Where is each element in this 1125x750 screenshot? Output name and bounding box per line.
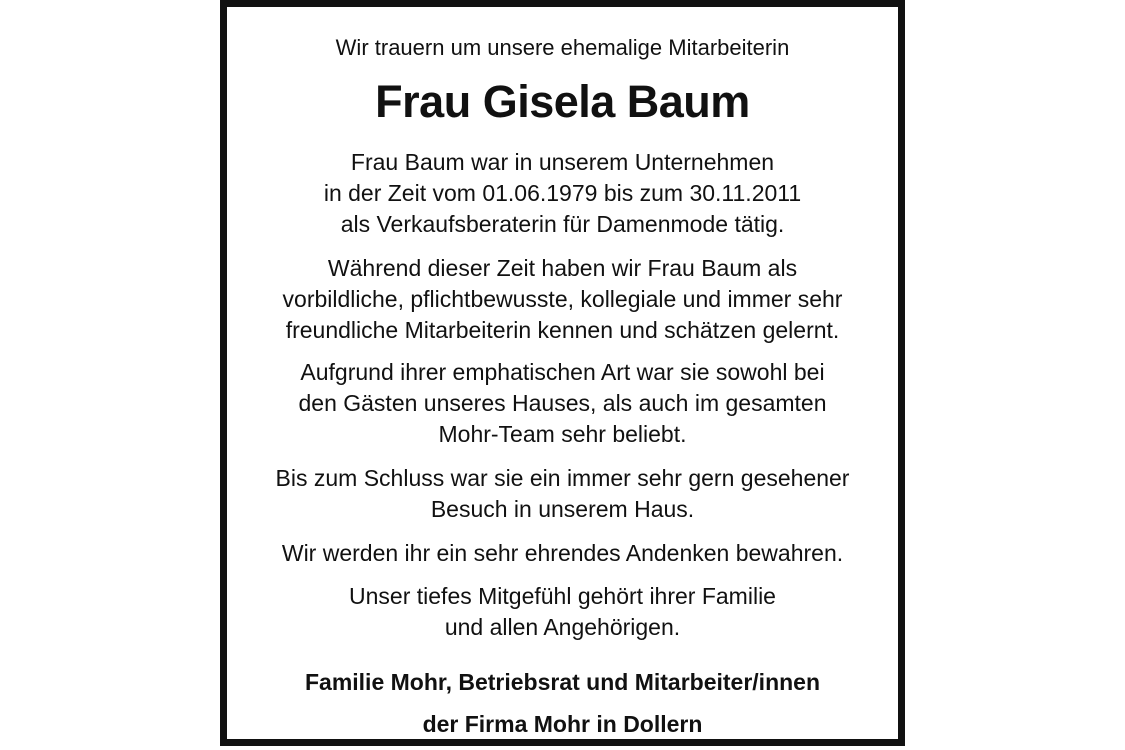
paragraph-line: Aufgrund ihrer emphatischen Art war sie sowohl bei [300, 359, 825, 385]
paragraph-line: Frau Baum war in unserem Unternehmen [350, 149, 775, 175]
paragraph-condolences [227, 581, 898, 643]
paragraph-line: und allen Angehörigen. [444, 614, 681, 640]
signature-line: Familie Mohr, Betriebsrat und Mitarbeiter/innen [304, 669, 821, 695]
paragraph-line: Unser tiefes Mitgefühl gehört ihrer Familie [349, 583, 776, 609]
paragraph-line: Wir werden ihr ein sehr ehrendes Andenken bewahren. [281, 540, 844, 566]
paragraph-line: Mohr-Team sehr beliebt. [438, 421, 687, 447]
paragraph-appreciation [227, 253, 898, 346]
paragraph-employment [227, 147, 898, 240]
paragraph-line: Während dieser Zeit haben wir Frau Baum als [327, 255, 798, 281]
signature-line: der Firma Mohr in Dollern [422, 711, 703, 737]
paragraph-line: in der Zeit vom 01.06.1979 bis zum 30.11.2011 [323, 180, 802, 206]
paragraph-visits [227, 463, 898, 525]
deceased-name: Frau Gisela Baum [375, 76, 750, 127]
paragraph-line: als Verkaufsberaterin für Damenmode tätig. [340, 211, 785, 237]
paragraph-line: vorbildliche, pflichtbewusste, kollegiale und immer sehr [282, 286, 843, 312]
paragraph-line: freundliche Mitarbeiterin kennen und schätzen gelernt. [285, 317, 840, 343]
paragraph-line: den Gästen unseres Hauses, als auch im gesamten [298, 390, 827, 416]
intro-text: Wir trauern um unsere ehemalige Mitarbeiterin [335, 35, 790, 60]
paragraph-remembrance [227, 538, 898, 569]
obituary-notice [220, 0, 905, 746]
signature [227, 661, 898, 745]
intro-line [227, 33, 898, 63]
paragraph-character [227, 357, 898, 450]
paragraph-line: Besuch in unserem Haus. [430, 496, 695, 522]
paragraph-line: Bis zum Schluss war sie ein immer sehr gern gesehener [275, 465, 850, 491]
